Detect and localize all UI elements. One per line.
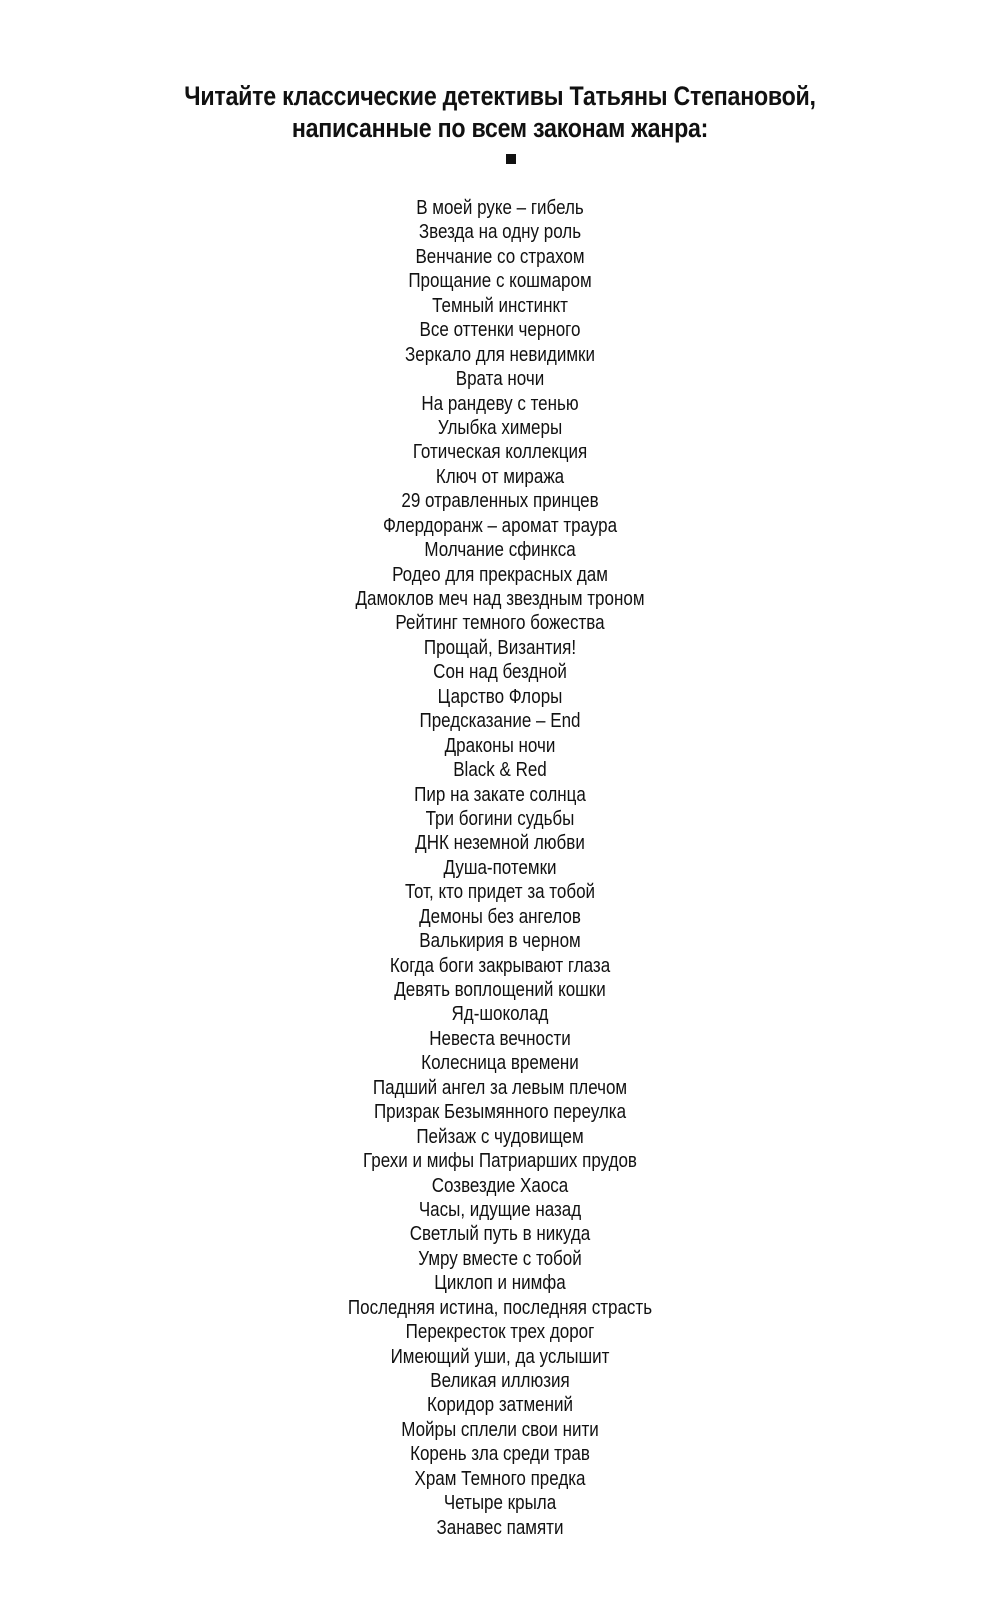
book-title-item: Молчание сфинкса <box>424 539 576 562</box>
book-title-item: Black & Red <box>453 759 547 782</box>
book-title-item: Предсказание – End <box>419 710 581 733</box>
book-title-item: Умру вместе с тобой <box>418 1247 582 1270</box>
book-title-item: ДНК неземной любви <box>415 832 585 855</box>
book-title-item: Мойры сплели свои нити <box>401 1418 599 1441</box>
book-title-item: Врата ночи <box>455 368 545 391</box>
book-title-item: Флердоранж – аромат траура <box>382 514 618 537</box>
book-title-item: Перекресток трех дорог <box>405 1321 595 1344</box>
book-title-item: Циклоп и нимфа <box>434 1272 566 1295</box>
book-title-item: Храм Темного предка <box>414 1467 586 1490</box>
book-title-item: Светлый путь в никуда <box>409 1223 591 1246</box>
book-title-item: Готическая коллекция <box>412 441 588 464</box>
book-title-item: Падший ангел за левым плечом <box>372 1076 628 1099</box>
book-title-item: Колесница времени <box>421 1052 579 1075</box>
book-title-item: Корень зла среди трав <box>410 1443 590 1466</box>
book-title-item: Девять воплощений кошки <box>394 979 606 1001</box>
book-title-item: Прощай, Византия! <box>423 636 577 659</box>
square-bullet-icon <box>506 154 516 164</box>
book-title-item: Тот, кто придет за тобой <box>404 881 596 904</box>
book-title-item: Созвездие Хаоса <box>431 1174 569 1197</box>
book-title-item: 29 отравленных принцев <box>401 490 599 513</box>
book-title-item: В моей руке – гибель <box>416 197 584 219</box>
book-title-item: Четыре крыла <box>443 1492 557 1515</box>
book-title-item: Душа-потемки <box>443 856 557 879</box>
book-title-item: Коридор затмений <box>426 1394 574 1417</box>
book-title-item: Венчание со страхом <box>415 245 585 268</box>
heading-line-2: написанные по всем законам жанра: <box>291 113 709 143</box>
book-title-item: Валькирия в черном <box>419 930 581 953</box>
book-title-item: Все оттенки черного <box>419 319 581 342</box>
book-title-item: Родео для прекрасных дам <box>392 563 608 586</box>
book-title-item: Темный инстинкт <box>432 294 568 317</box>
book-title-item: Яд-шоколад <box>451 1003 549 1026</box>
book-title-item: Улыбка химеры <box>437 416 563 439</box>
book-title-item: Рейтинг темного божества <box>395 612 605 635</box>
book-title-item: Пейзаж с чудовищем <box>416 1125 584 1148</box>
book-title-item: Занавес памяти <box>436 1516 564 1539</box>
page-heading <box>70 80 930 144</box>
book-title-item: Зеркало для невидимки <box>405 343 595 366</box>
book-title-list <box>75 196 925 1540</box>
book-title-item: Когда боги закрывают глаза <box>389 954 611 977</box>
book-title-item: Звезда на одну роль <box>418 221 582 244</box>
book-title-item: Дамоклов меч над звездным троном <box>355 588 645 610</box>
heading-line-1: Читайте классические детективы Татьяны Степановой, <box>184 81 816 111</box>
book-title-item: На рандеву с тенью <box>421 392 579 415</box>
book-title-item: Прощание с кошмаром <box>408 270 592 293</box>
book-title-item: Драконы ночи <box>444 734 556 757</box>
book-title-item: Имеющий уши, да услышит <box>390 1345 610 1368</box>
book-title-item: Великая иллюзия <box>430 1370 570 1392</box>
book-title-item: Три богини судьбы <box>425 807 575 830</box>
book-title-item: Часы, идущие назад <box>418 1198 582 1221</box>
book-title-item: Ключ от миража <box>435 465 565 488</box>
book-title-item: Демоны без ангелов <box>419 905 581 928</box>
book-title-item: Царство Флоры <box>437 685 563 708</box>
book-title-item: Призрак Безымянного переулка <box>373 1101 627 1124</box>
book-title-item: Невеста вечности <box>429 1027 571 1050</box>
book-title-item: Пир на закате солнца <box>414 783 586 806</box>
book-title-item: Сон над бездной <box>433 661 567 684</box>
book-title-item: Грехи и мифы Патриарших прудов <box>363 1150 637 1173</box>
book-title-item: Последняя истина, последняя страсть <box>347 1296 653 1319</box>
